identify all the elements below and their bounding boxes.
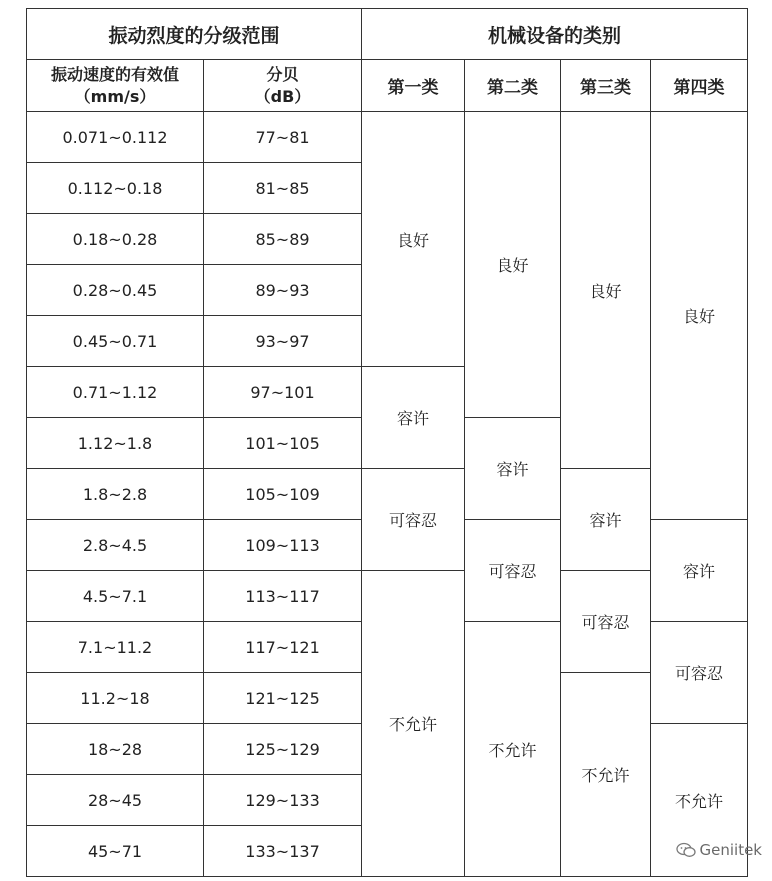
class3-allowable: 容许: [561, 469, 651, 571]
table-row: [27, 469, 748, 520]
class1-not-allowed: 不允许: [362, 571, 465, 877]
class2-not-allowed: 不允许: [465, 622, 561, 877]
velocity-cell: 1.12~1.8: [27, 418, 204, 469]
db-header: [204, 60, 362, 112]
class2-allowable: 容许: [465, 418, 561, 520]
velocity-cell: 2.8~4.5: [27, 520, 204, 571]
class4-allowable: 容许: [651, 520, 748, 622]
db-cell: 81~85: [204, 163, 362, 214]
machine-class-header: 机械设备的类别: [362, 9, 748, 60]
class4-tolerable: 可容忍: [651, 622, 748, 724]
velocity-label: 振动速度的有效值: [50, 64, 179, 84]
db-cell: 121~125: [204, 673, 362, 724]
db-cell: 129~133: [204, 775, 362, 826]
db-cell: 93~97: [204, 316, 362, 367]
db-cell: 105~109: [204, 469, 362, 520]
db-label: 分贝: [266, 64, 299, 84]
watermark-text: Geniitek: [699, 841, 762, 859]
db-cell: 117~121: [204, 622, 362, 673]
db-cell: 101~105: [204, 418, 362, 469]
class1-allowable: 容许: [362, 367, 465, 469]
velocity-header: [27, 60, 204, 112]
velocity-cell: 4.5~7.1: [27, 571, 204, 622]
velocity-cell: 0.45~0.71: [27, 316, 204, 367]
header-row-2: [27, 60, 748, 112]
velocity-cell: 18~28: [27, 724, 204, 775]
db-unit: （dB）: [254, 86, 311, 106]
header-row-1: [27, 9, 748, 60]
vibration-severity-table: [26, 8, 748, 877]
class3-tolerable: 可容忍: [561, 571, 651, 673]
velocity-cell: 0.071~0.112: [27, 112, 204, 163]
class3-header: 第三类: [561, 60, 651, 112]
db-cell: 97~101: [204, 367, 362, 418]
watermark: [676, 841, 763, 859]
wechat-icon: [676, 842, 696, 858]
class1-header: 第一类: [362, 60, 465, 112]
velocity-cell: 1.8~2.8: [27, 469, 204, 520]
velocity-cell: 0.18~0.28: [27, 214, 204, 265]
velocity-unit: （mm/s）: [74, 86, 156, 106]
class4-not-allowed: 不允许: [651, 724, 748, 877]
db-cell: 133~137: [204, 826, 362, 877]
velocity-cell: 0.71~1.12: [27, 367, 204, 418]
velocity-cell: 0.112~0.18: [27, 163, 204, 214]
db-cell: 125~129: [204, 724, 362, 775]
db-cell: 89~93: [204, 265, 362, 316]
velocity-cell: 0.28~0.45: [27, 265, 204, 316]
severity-range-header: 振动烈度的分级范围: [27, 9, 362, 60]
velocity-cell: 7.1~11.2: [27, 622, 204, 673]
velocity-cell: 45~71: [27, 826, 204, 877]
db-cell: 85~89: [204, 214, 362, 265]
class1-tolerable: 可容忍: [362, 469, 465, 571]
table-row: [27, 112, 748, 163]
table-row: [27, 571, 748, 622]
class3-good: 良好: [561, 112, 651, 469]
db-cell: 109~113: [204, 520, 362, 571]
velocity-cell: 11.2~18: [27, 673, 204, 724]
class2-good: 良好: [465, 112, 561, 418]
class3-not-allowed: 不允许: [561, 673, 651, 877]
class2-header: 第二类: [465, 60, 561, 112]
class2-tolerable: 可容忍: [465, 520, 561, 622]
class4-good: 良好: [651, 112, 748, 520]
class1-good: 良好: [362, 112, 465, 367]
class4-header: 第四类: [651, 60, 748, 112]
db-cell: 113~117: [204, 571, 362, 622]
velocity-cell: 28~45: [27, 775, 204, 826]
db-cell: 77~81: [204, 112, 362, 163]
